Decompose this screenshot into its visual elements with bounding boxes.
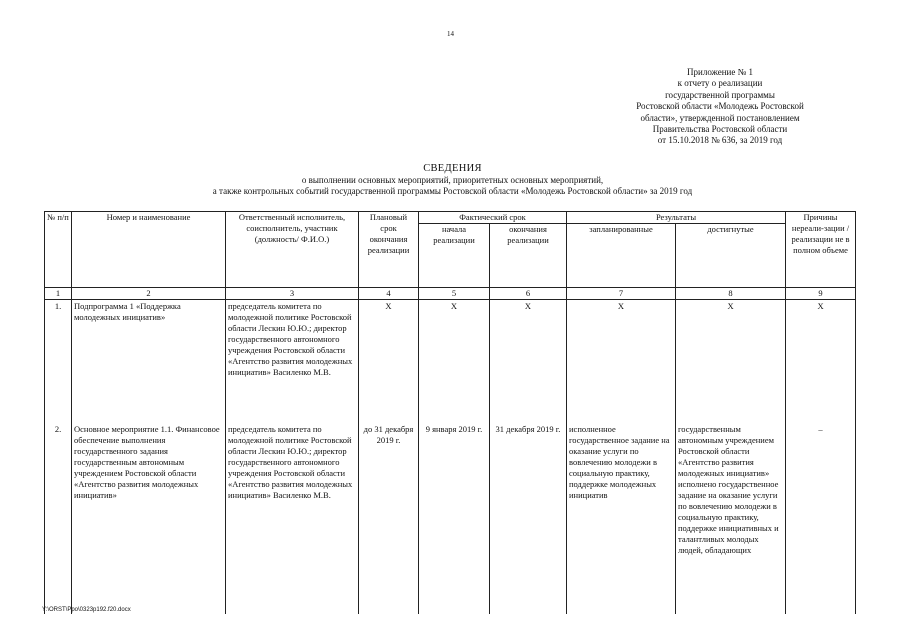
header-results: Результаты xyxy=(567,212,786,224)
header-name: Номер и наименование xyxy=(72,212,226,288)
appendix-line: Приложение № 1 xyxy=(687,67,753,77)
row-planned-term: X xyxy=(359,300,419,422)
header-row xyxy=(45,212,856,224)
row-results-planned: исполненное государственное задание на оказание услуги по вовлечению молодежи в социальную практику, поддержке молодежных инициатив xyxy=(567,421,676,614)
row-results-planned: X xyxy=(567,300,676,422)
column-number: 2 xyxy=(72,288,226,300)
header-actual-term: Фактический срок xyxy=(419,212,567,224)
heading-line: а также контрольных событий государственной программы Ростовской области «Молодежь Ростовской области» за 2019 год xyxy=(212,185,693,196)
heading-line: о выполнении основных мероприятий, приоритетных основных мероприятий, xyxy=(301,175,604,185)
column-number: 8 xyxy=(676,288,786,300)
page-number: 14 xyxy=(447,30,454,38)
table-row xyxy=(45,300,856,422)
row-reasons: X xyxy=(786,300,856,422)
row-planned-term: до 31 декабря 2019 г. xyxy=(359,421,419,614)
appendix-line: от 15.10.2018 № 636, за 2019 год xyxy=(657,135,783,146)
row-executor: председатель комитета по молодежной политике Ростовской области Лескин Ю.Ю.; директор государственного автономного учреждения Ростовской области «Агентство развития молодежных инициатив» Василенко М.В. xyxy=(226,421,359,614)
column-number: 6 xyxy=(490,288,567,300)
row-results-achieved: государственным автономным учреждением Ростовской области «Агентство развития молодежных инициатив» исполнено государственное задание на оказание услуги по вовлечению молодежи в социальную практику, поддержке инициативных и талантливых молодых людей, обладающих xyxy=(676,421,786,614)
report-table xyxy=(44,211,856,614)
column-number: 7 xyxy=(567,288,676,300)
appendix-line: Правительства Ростовской области xyxy=(652,124,788,135)
header-num: № п/п xyxy=(45,212,72,288)
appendix-line: государственной программы xyxy=(665,89,775,100)
column-number: 4 xyxy=(359,288,419,300)
header-reasons: Причины нереали-зации / реализации не в полном объеме xyxy=(786,212,856,288)
header-results-planned: запланированные xyxy=(567,224,676,288)
row-actual-end: 31 декабря 2019 г. xyxy=(490,421,567,614)
header-actual-end: окончания реализации xyxy=(490,224,567,288)
header-executor: Ответственный исполнитель, соисполнитель, участник (должность/ Ф.И.О.) xyxy=(226,212,359,288)
column-number: 1 xyxy=(45,288,72,300)
appendix-note xyxy=(610,67,830,147)
column-number: 3 xyxy=(226,288,359,300)
row-name: Основное мероприятие 1.1. Финансовое обеспечение выполнения государственного задания государственным автономным учреждением Ростовской области «Агентство развития молодежных инициатив» xyxy=(72,421,226,614)
row-executor: председатель комитета по молодежной политике Ростовской области Лескин Ю.Ю.; директор государственного автономного учреждения Ростовской области «Агентство развития молодежных инициатив» Василенко М.В. xyxy=(226,300,359,422)
row-num: 2. xyxy=(45,421,72,614)
header-planned-term: Плановый срок окончания реализации xyxy=(359,212,419,288)
file-path-footer: Y:\ORST\Ppo\0323p192.f20.docx xyxy=(42,607,131,613)
header-actual-start: начала реализации xyxy=(419,224,490,288)
column-number-row xyxy=(45,288,856,300)
column-number: 9 xyxy=(786,288,856,300)
appendix-line: к отчету о реализации xyxy=(677,78,763,89)
row-results-achieved: X xyxy=(676,300,786,422)
row-name: Подпрограмма 1 «Поддержка молодежных инициатив» xyxy=(72,300,226,422)
appendix-line: области», утвержденной постановлением xyxy=(640,112,800,123)
row-num: 1. xyxy=(45,300,72,422)
table-row xyxy=(45,421,856,614)
appendix-line: Ростовской области «Молодежь Ростовской xyxy=(636,101,804,112)
row-reasons: – xyxy=(786,421,856,614)
row-actual-end: X xyxy=(490,300,567,422)
row-actual-start: 9 января 2019 г. xyxy=(419,421,490,614)
column-number: 5 xyxy=(419,288,490,300)
heading-title: СВЕДЕНИЯ xyxy=(423,163,482,174)
document-heading xyxy=(0,163,905,196)
row-actual-start: X xyxy=(419,300,490,422)
header-results-achieved: достигнутые xyxy=(676,224,786,288)
